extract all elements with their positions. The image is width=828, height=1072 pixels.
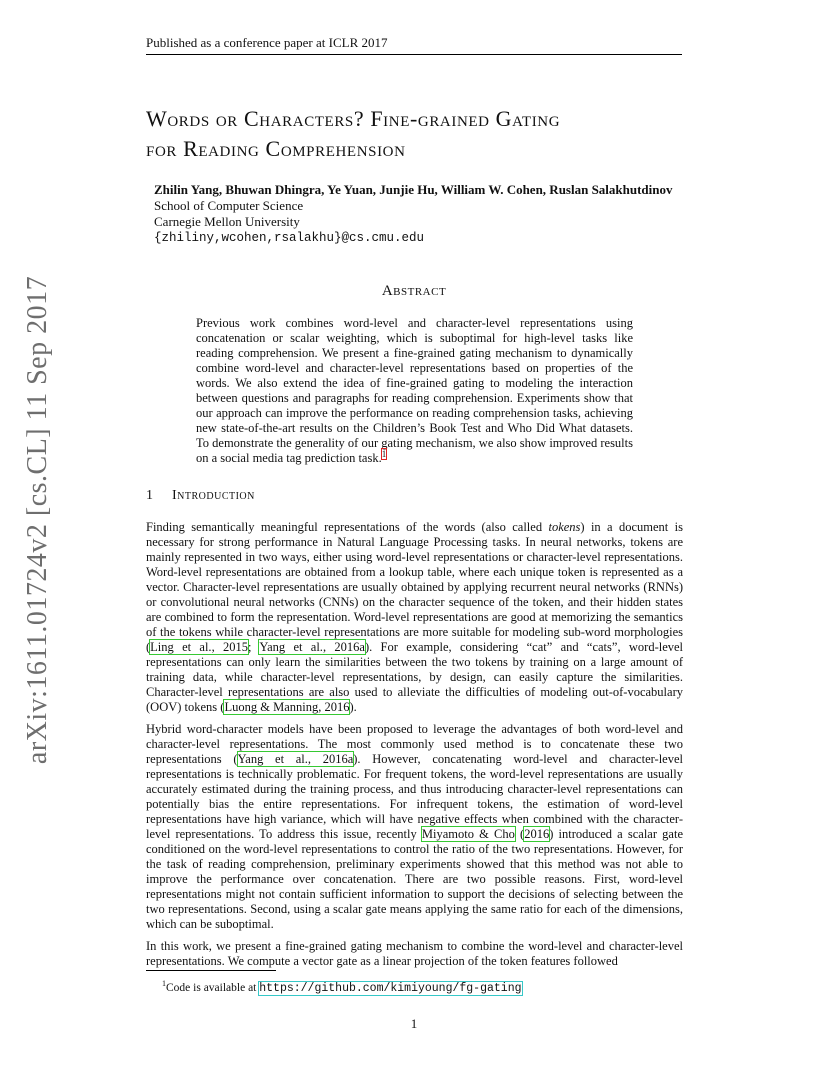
emphasis: tokens bbox=[548, 520, 581, 534]
citation-link[interactable]: Ling et al., 2015 bbox=[150, 640, 248, 654]
citation-author: Luong & Manning bbox=[224, 700, 319, 714]
abstract-heading: Abstract bbox=[381, 283, 447, 299]
abstract-body: Previous work combines word-level and character-level representations using concatenation or scalar weighting, which is suboptimal for high-level tasks like reading comprehension. We present a fine-grained gating mechanism to dynamically combine word-level and character-level representations based on properties of the words. We also extend the idea of fine-grained gating to modeling the interaction between questions and paragraphs for reading comprehension. Experiments show that our approach can improve the performance on reading comprehension tasks, achieving new state-of-the-art results on the Children’s Book Test and Who Did What datasets. To demonstrate the generality of our gating mechanism, we also show improved results on a social media tag prediction task. bbox=[196, 316, 633, 465]
paragraph bbox=[146, 520, 683, 715]
citation-year: 2016a bbox=[322, 752, 354, 766]
text-run: ). bbox=[349, 700, 357, 714]
paragraph: Hybrid word-character models have been proposed to leverage the advantages of both word-level and character-level representations. The most commonly used method is to concatenate these two representations (Yang et al., 2016a). However, concatenating word-level and character-level representations is technically problematic. For frequent tokens, the word-level representations are usually accurately estimated during the training process, and thus introducing character-level representations can potentially bias the entire representations. For infrequent tokens, the estimation of word-level representations have high variance, which will have negative effects when combined with the character-level representations. To address this issue, recently Miyamoto & Cho (2016) introduced a scalar gate conditioned on the word-level representations to control the ratio of the two representations. However, for the task of reading comprehension, preliminary experiments showed that this method was not able to improve the performance over concatenation. There are two possible reasons. First, word-level representations might not contain sufficient information to support the decisions of selecting between the two representations. Second, using a scalar gate means applying the same ratio for each of the dimensions, which can be suboptimal. bbox=[146, 722, 683, 931]
text-run: ). However, concatenating word-level and character-level representations is technically problematic. For frequent tokens, the word-level representations are usually accurately estimated during the training process, and thus introducing character-level representations can potentially bias the entire representations. For infrequent tokens, the estimation of word-level representations have high variance, which will have negative effects when combined with the character-level representations. To address this issue, recently bbox=[146, 752, 683, 841]
author-block bbox=[154, 182, 714, 246]
citation-author: Ling et al. bbox=[150, 640, 212, 654]
text-run: Hybrid word-character models have been proposed to leverage the advantages of both word-level and character-level representations. The most commonly used method is to concatenate these two representations ( bbox=[146, 722, 683, 766]
paper-title bbox=[146, 104, 706, 164]
text-run: ). For example, considering “cat” and “cats”, word-level representations can only learn the similarities between the two tokens by training on a large amount of training data, while character-level representations, by design, can easily capture the similarities. Character-level representations are also used to alleviate the difficulties of modeling out-of-vocabulary (OOV) tokens ( bbox=[146, 640, 684, 714]
affiliation-university: Carnegie Mellon University bbox=[154, 214, 300, 229]
introduction-body bbox=[146, 520, 683, 976]
abstract-text bbox=[196, 316, 633, 466]
section-heading-introduction bbox=[146, 488, 255, 504]
citation-year: 2016a bbox=[334, 640, 365, 654]
citation-year-link[interactable]: 2016 bbox=[524, 827, 550, 841]
footnote bbox=[162, 976, 682, 996]
title-line-1: Words or Characters? Fine-grained Gating bbox=[146, 106, 561, 131]
section-title: Introduction bbox=[172, 488, 255, 503]
author-names: Zhilin Yang, Bhuwan Dhingra, Ye Yuan, Junjie Hu, William W. Cohen, Ruslan Salakhutdinov bbox=[154, 182, 673, 197]
citation-link[interactable]: Miyamoto & Cho bbox=[421, 827, 515, 841]
arxiv-stamp: arXiv:1611.01724v2 [cs.CL] 11 Sep 2017 bbox=[22, 275, 53, 765]
title-line-2: for Reading Comprehension bbox=[146, 136, 406, 161]
citation-year: 2015 bbox=[223, 640, 248, 654]
footnote-link[interactable]: 1 bbox=[381, 448, 387, 459]
citation-link[interactable]: Yang et al., 2016a bbox=[259, 640, 365, 654]
text-run: ; bbox=[248, 640, 260, 654]
footnote-text: Code is available at bbox=[166, 981, 260, 994]
code-url-link[interactable]: https://github.com/kimiyoung/fg-gating bbox=[259, 981, 522, 995]
paragraph: In this work, we present a fine-grained gating mechanism to combine the word-level and character-level representations. We compute a vector gate as a linear projection of the token features followed bbox=[146, 939, 683, 968]
author-emails: {zhiliny,wcohen,rsalakhu}@cs.cmu.edu bbox=[154, 231, 425, 245]
citation-link[interactable]: Yang et al., 2016a bbox=[237, 752, 354, 766]
footnote-mark: 1 bbox=[162, 979, 166, 988]
affiliation-school: School of Computer Science bbox=[154, 198, 304, 213]
footnote-rule bbox=[146, 970, 276, 971]
citation-author: Yang et al. bbox=[237, 752, 308, 766]
section-number: 1 bbox=[146, 488, 154, 503]
page-number: 1 bbox=[410, 1016, 418, 1031]
running-header: Published as a conference paper at ICLR 2017 bbox=[146, 34, 682, 55]
citation-link[interactable]: Luong & Manning, 2016 bbox=[224, 700, 350, 714]
citation-author: Yang et al. bbox=[259, 640, 323, 654]
text-run: ) in a document is necessary for strong performance in Natural Language Processing tasks. In neural networks, tokens are mainly represented in two ways, either using word-level representations or character-level representations. Word-level representations are obtained from a lookup table, where each unique token is represented as a vector. Character-level representations are usually obtained by applying recurrent neural networks (RNNs) or convolutional neural networks (CNNs) on the character sequence of the token, and their hidden states are combined to form the representation. Word-level representations are good at memorizing the semantics of the tokens while character-level representations are more suitable for modeling sub-word morphologies ( bbox=[146, 520, 683, 654]
citation-year: 2016 bbox=[324, 700, 350, 714]
text-run: Finding semantically meaningful representations of the words (also called bbox=[146, 520, 549, 534]
text-run: introduced a scalar gate conditioned on the word-level representations to control the ratio of the two representations. However, for the task of reading comprehension, preliminary experiments showed that this method was not able to improve the performance over concatenation. There are two possible reasons. First, word-level representations might not contain sufficient information to support the decisions of selecting between the two representations. Second, using a scalar gate means applying the same ratio for each of the dimensions, which can be suboptimal. bbox=[146, 827, 683, 931]
